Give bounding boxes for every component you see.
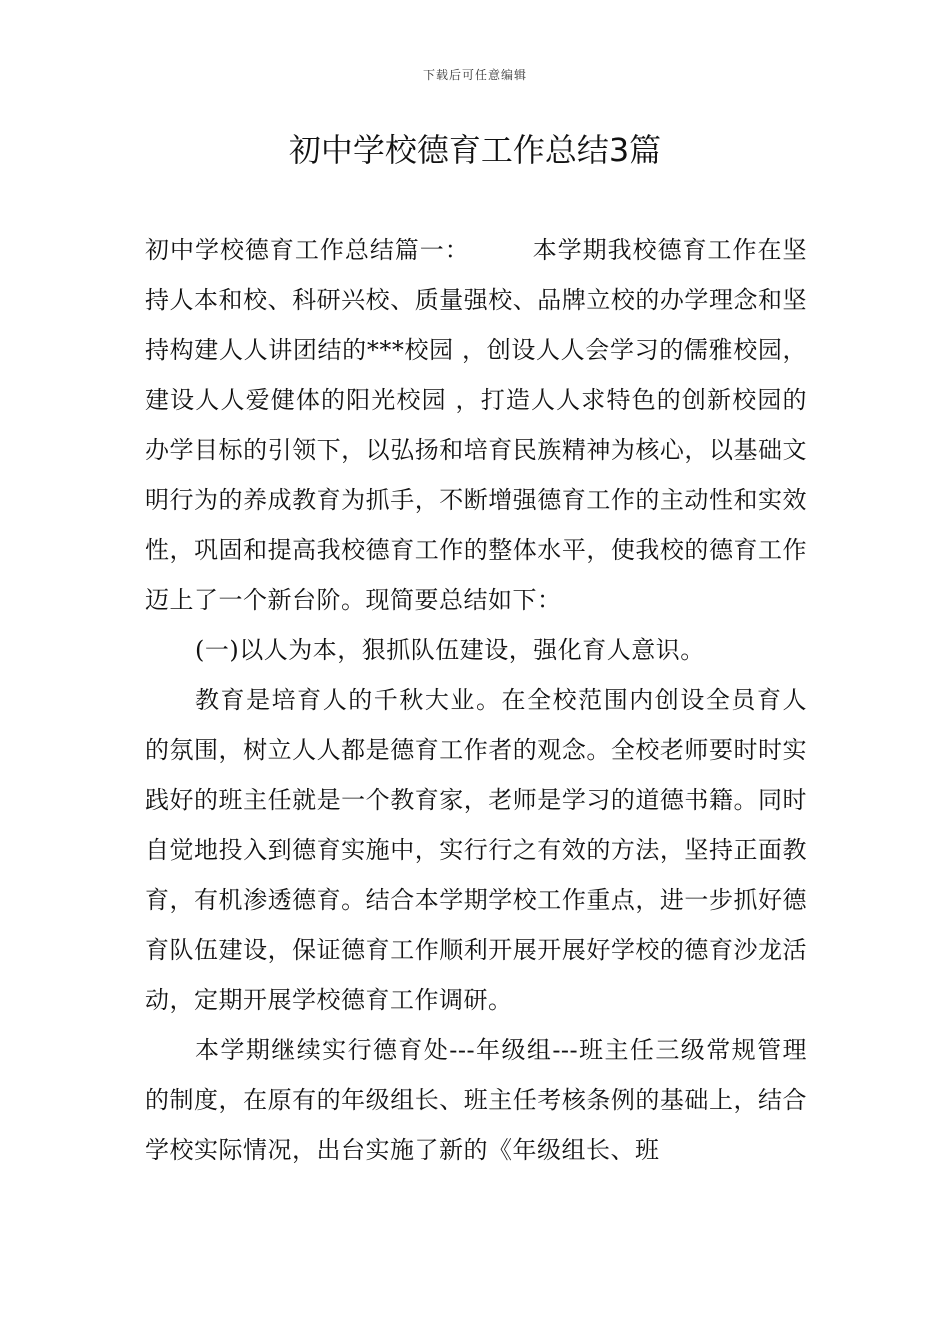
paragraph-intro: 初中学校德育工作总结篇一： 本学期我校德育工作在坚持人本和校、科研兴校、质量强校、品牌立校的办学理念和坚持构建人人讲团结的***校园 ，创设人人会学习的儒雅校园，建设人人爱健体的阳光校园 ，打造人人求特色的创新校园的办学目标的引领下，以弘扬和培育民族精神为核心，以基础文明行为的养成教育为抓手，不断增强德育工作的主动性和实效性，巩固和提高我校德育工作的整体水平，使我校的德育工作迈上了一个新台阶。现简要总结如下：	[145, 236, 807, 614]
header-note: 下载后可任意编辑	[422, 68, 527, 82]
paragraph-management: 本学期继续实行德育处---年级组---班主任三级常规管理的制度，在原有的年级组长、班主任考核条例的基础上，结合学校实际情况，出台实施了新的《年级组长、班	[145, 1036, 807, 1164]
paragraph-education: 教育是培育人的千秋大业。在全校范围内创设全员育人的氛围，树立人人都是德育工作者的观念。全校老师要时时实践好的班主任就是一个教育家，老师是学习的道德书籍。同时自觉地投入到德育实施中，实行行之有效的方法，坚持正面教育，有机渗透德育。结合本学期学校工作重点，进一步抓好德育队伍建设，保证德育工作顺利开展开展好学校的德育沙龙活动，定期开展学校德育工作调研。	[145, 686, 807, 1014]
document-title: 初中学校德育工作总结3篇	[288, 131, 662, 169]
document-body	[145, 225, 807, 1175]
paragraph-heading-1: (一)以人为本，狠抓队伍建设，强化育人意识。	[195, 636, 705, 664]
